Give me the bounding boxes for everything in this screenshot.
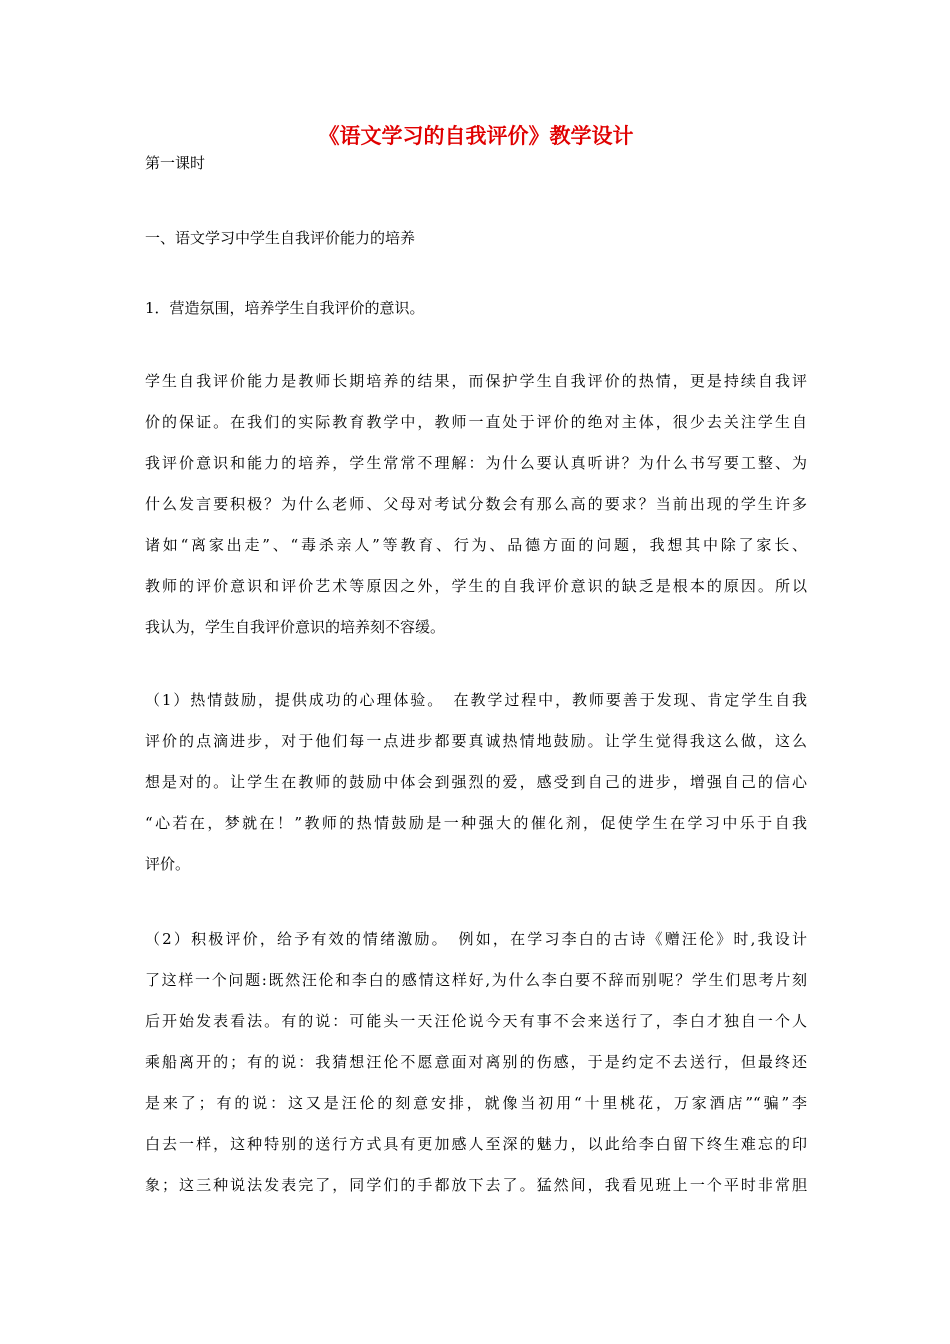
paragraph-line: 评价的点滴进步，对于他们每一点进步都要真诚热情地鼓励。让学生觉得我这么做，这么: [145, 732, 807, 750]
paragraph-line: （2）积极评价，给予有效的情绪激励。 例如，在学习李白的古诗《赠汪伦》时,我设计: [145, 930, 807, 948]
document-title: 《语文学习的自我评价》教学设计: [318, 123, 634, 148]
paragraph-line: 象；这三种说法发表完了，同学们的手都放下去了。猛然间，我看见班上一个平时非常胆: [145, 1176, 807, 1194]
paragraph-2: [145, 680, 807, 885]
paragraph-line: （1）热情鼓励，提供成功的心理体验。 在教学过程中，教师要善于发现、肯定学生自我: [145, 691, 807, 709]
section-heading: 一、语文学习中学生自我评价能力的培养: [145, 229, 416, 247]
paragraph-line: 价的保证。在我们的实际教育教学中，教师一直处于评价的绝对主体，很少去关注学生自: [145, 413, 807, 431]
paragraph-line: 评价。: [145, 855, 191, 873]
paragraph-line: 诸如“离家出走”、“毒杀亲人”等教育、行为、品德方面的问题，我想其中除了家长、: [145, 536, 807, 554]
paragraph-line: 教师的评价意识和评价艺术等原因之外，学生的自我评价意识的缺乏是根本的原因。所以: [145, 577, 807, 595]
paragraph-line: 了这样一个问题:既然汪伦和李白的感情这样好,为什么李白要不辞而别呢？学生们思考片刻: [145, 971, 807, 989]
subheading-1: 1．营造氛围，培养学生自我评价的意识。: [145, 299, 425, 317]
document-page: [145, 0, 807, 1344]
paragraph-line: 想是对的。让学生在教师的鼓励中体会到强烈的爱，感受到自己的进步，增强自己的信心: [145, 773, 807, 791]
paragraph-line: 白去一样，这种特别的送行方式具有更加感人至深的魅力，以此给李白留下终生难忘的印: [145, 1135, 807, 1153]
paragraph-line: “心若在，梦就在！”教师的热情鼓励是一种强大的催化剂，促使学生在学习中乐于自我: [145, 814, 807, 832]
lesson-label: 第一课时: [145, 154, 206, 172]
paragraph-line: 什么发言要积极？为什么老师、父母对考试分数会有那么高的要求？当前出现的学生许多: [145, 495, 807, 513]
paragraph-line: 我认为，学生自我评价意识的培养刻不容缓。: [145, 618, 446, 636]
paragraph-line: 后开始发表看法。有的说：可能头一天汪伦说今天有事不会来送行了，李白才独自一个人: [145, 1012, 807, 1030]
paragraph-3: [145, 919, 807, 1206]
paragraph-1: [145, 361, 807, 648]
paragraph-line: 是来了；有的说：这又是汪伦的刻意安排，就像当初用“十里桃花，万家酒店”“骗”李: [145, 1094, 807, 1112]
paragraph-line: 我评价意识和能力的培养，学生常常不理解：为什么要认真听讲？为什么书写要工整、为: [145, 454, 807, 472]
paragraph-line: 学生自我评价能力是教师长期培养的结果，而保护学生自我评价的热情，更是持续自我评: [145, 372, 807, 390]
paragraph-line: 乘船离开的；有的说：我猜想汪伦不愿意面对离别的伤感，于是约定不去送行，但最终还: [145, 1053, 807, 1071]
